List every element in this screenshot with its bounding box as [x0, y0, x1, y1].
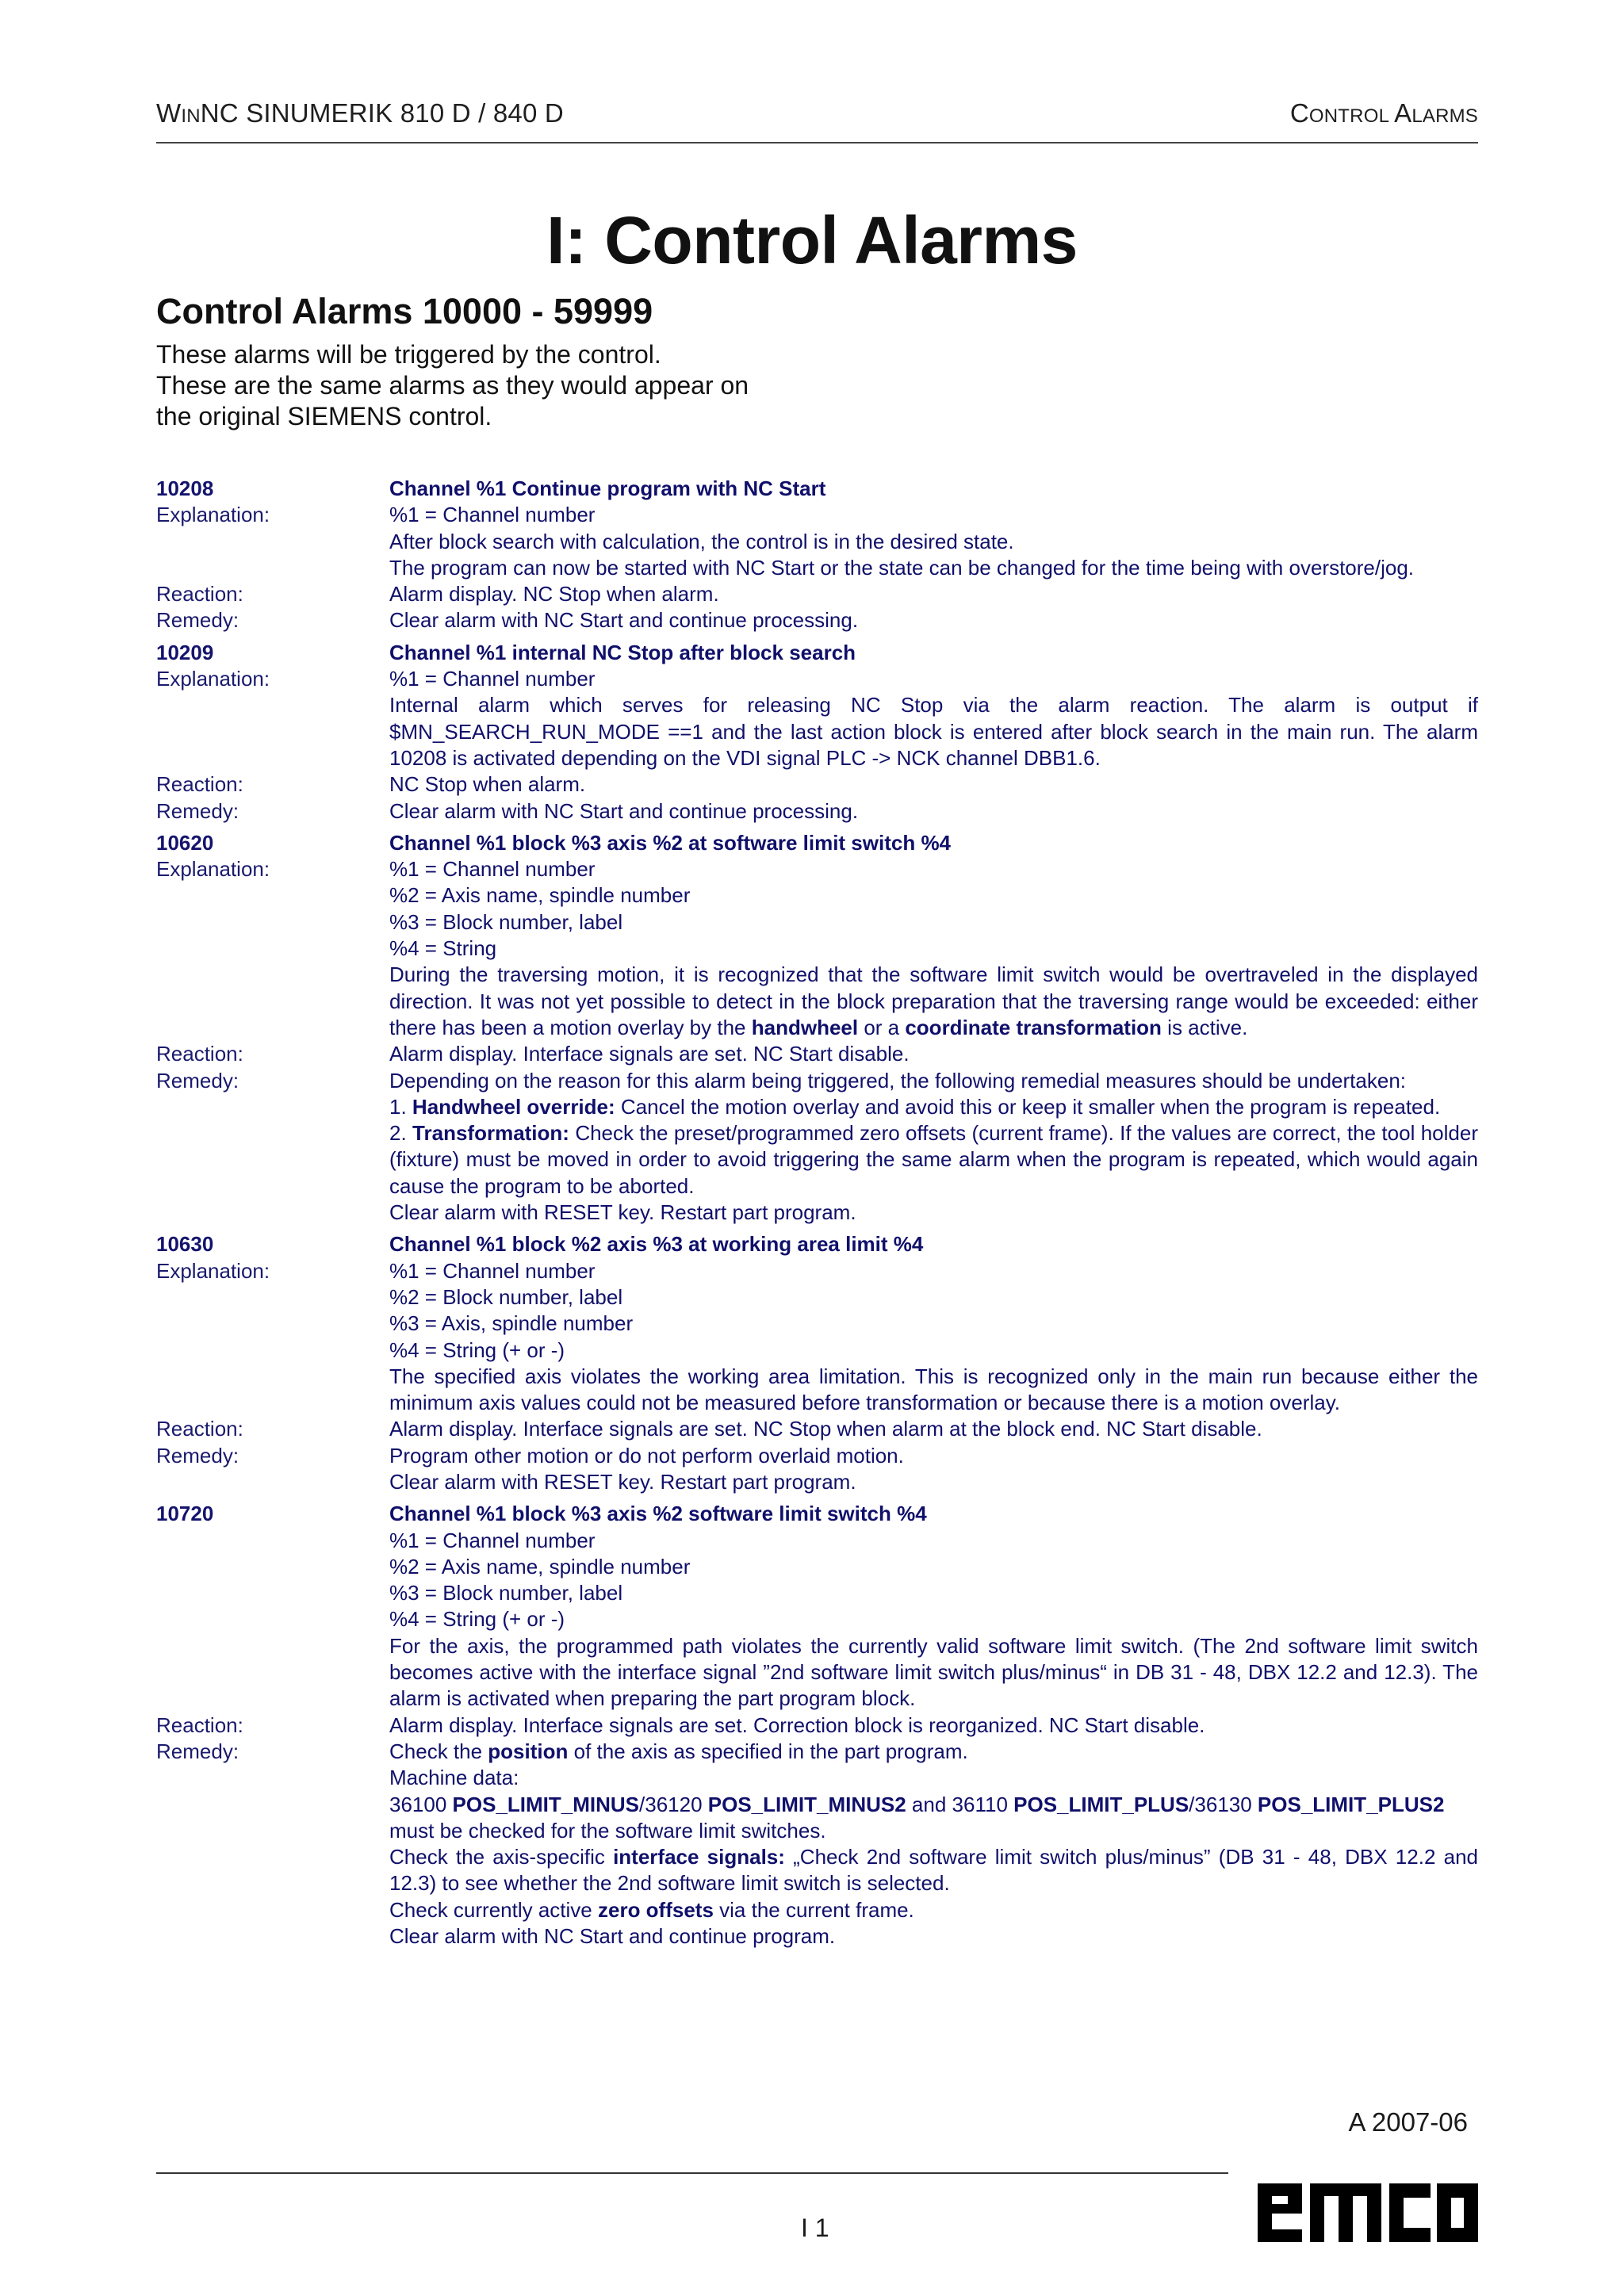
- alarm-number: 10720: [156, 1502, 214, 1526]
- reaction-label: Reaction:: [156, 1417, 243, 1441]
- alarm-number: 10620: [156, 830, 214, 855]
- alarm-explanation: %1 = Channel number %2 = Block number, label %3 = Axis, spindle number %4 = String (+ or -) The specified axis violates the working area limitation. This is recognized only in the main run because either the minimum axis values could not be measured before transformation or because there is a motion overlay.: [389, 1258, 1478, 1415]
- alarm-title: Channel %1 internal NC Stop after block search: [389, 640, 856, 664]
- remedy-label: Remedy:: [156, 798, 239, 823]
- header-document-title: WINNC SINUMERIK 810 D / 840 D: [156, 98, 564, 128]
- intro-line: These alarms will be triggered by the control.: [156, 340, 661, 369]
- alarm-reaction: Alarm display. Interface signals are set. NC Start disable.: [389, 1042, 910, 1066]
- page-title: I: Control Alarms: [546, 203, 1078, 277]
- alarm-reaction: Alarm display. Interface signals are set. Correction block is reorganized. NC Start disable.: [389, 1712, 1205, 1737]
- footer-divider: [156, 2172, 1228, 2174]
- alarm-title: Channel %1 block %2 axis %3 at working area limit %4: [389, 1232, 924, 1257]
- alarm-remedy: Clear alarm with NC Start and continue processing.: [389, 798, 859, 823]
- emco-logo: [1254, 2174, 1481, 2245]
- reaction-label: Reaction:: [156, 1042, 243, 1066]
- reaction-label: Reaction:: [156, 582, 243, 607]
- header-section-title: CONTROL ALARMS: [1289, 98, 1478, 128]
- reaction-label: Reaction:: [156, 1712, 243, 1737]
- alarm-number: 10208: [156, 476, 214, 500]
- document-version: A 2007-06: [1348, 2107, 1468, 2137]
- alarm-remedy: Depending on the reason for this alarm being triggered, the following remedial measures should be undertaken: 1. Handwheel override: Cancel the motion overlay and avoid this or keep it smaller when the program is repeated. 2. Transformation: Check the preset/programmed zero offsets (current frame). If the values are correct, the tool holder (fixture) must be moved in order to avoid triggering the same alarm when the program is repeated, which would again cause the program to be aborted. Clear alarm with RESET key. Restart part program.: [389, 1068, 1478, 1225]
- remedy-label: Remedy:: [156, 1443, 239, 1468]
- alarm-remedy: Program other motion or do not perform overlaid motion. Clear alarm with RESET key. Restart part program.: [389, 1443, 904, 1494]
- alarm-reaction: NC Stop when alarm.: [389, 772, 586, 797]
- alarm-number: 10209: [156, 640, 214, 664]
- intro-line: the original SIEMENS control.: [156, 402, 492, 430]
- remedy-label: Remedy:: [156, 1068, 239, 1093]
- remedy-label: Remedy:: [156, 608, 239, 633]
- alarm-explanation: %1 = Channel number Internal alarm which serves for releasing NC Stop via the alarm reaction. The alarm is output if $MN_SEARCH_RUN_MODE ==1 and the last action block is entered after block search in the main run. The alarm 10208 is activated depending on the VDI signal PLC -> NCK channel DBB1.6.: [389, 667, 1478, 770]
- alarm-title: Channel %1 block %3 axis %2 software limit switch %4: [389, 1502, 927, 1526]
- alarm-number: 10630: [156, 1232, 214, 1257]
- explanation-label: Explanation:: [156, 667, 270, 691]
- page-number: I 1: [801, 2214, 829, 2242]
- alarm-entry-10209: [156, 640, 1478, 825]
- explanation-label: Explanation:: [156, 1258, 270, 1283]
- alarm-remedy: Check the position of the axis as specified in the part program. Machine data: 36100 POS_LIMIT_MINUS/36120 POS_LIMIT_MINUS2 and 36110 POS_LIMIT_PLUS/36130 POS_LIMIT_PLUS2 must be checked for the software limit switches. Check the axis-specific interface signals: „Check 2nd software limit switch plus/minus” (DB 31 - 48, DBX 12.2 and 12.3) to see whether the 2nd software limit switch is selected. Check currently active zero offsets via the current frame. Clear alarm with NC Start and continue program.: [389, 1739, 1478, 1949]
- alarm-entry-10630: [156, 1231, 1478, 1495]
- remedy-label: Remedy:: [156, 1739, 239, 1763]
- alarm-entry-10720: [156, 1501, 1478, 1950]
- alarm-explanation: %1 = Channel number %2 = Axis name, spindle number %3 = Block number, label %4 = String During the traversing motion, it is recognized that the software limit switch would be overtraveled in the displayed direction. It was not yet possible to detect in the block preparation that the traversing range would be exceeded: either there has been a motion overlay by the handwheel or a coordinate transformation is active.: [389, 857, 1478, 1039]
- explanation-label: Explanation:: [156, 503, 270, 527]
- alarm-reaction: Alarm display. Interface signals are set. NC Stop when alarm at the block end. NC Start disable.: [389, 1417, 1262, 1441]
- alarm-title: Channel %1 block %3 axis %2 at software limit switch %4: [389, 830, 952, 855]
- alarm-reaction: Alarm display. NC Stop when alarm.: [389, 582, 719, 607]
- header-divider: [156, 142, 1478, 144]
- alarm-explanation: %1 = Channel number After block search with calculation, the control is in the desired state. The program can now be started with NC Start or the state can be changed for the time being with overstore/jog.: [389, 503, 1415, 580]
- alarm-entry-10208: [156, 476, 1478, 634]
- alarm-explanation: %1 = Channel number %2 = Axis name, spindle number %3 = Block number, label %4 = String (+ or -) For the axis, the programmed path violates the currently valid software limit switch. (The 2nd software limit switch becomes active with the interface signal ”2nd software limit switch plus/minus“ in DB 31 - 48, DBX 12.2 and 12.3). The alarm is activated when preparing the part program block.: [389, 1528, 1478, 1711]
- alarm-entry-10620: [156, 830, 1478, 1226]
- explanation-label: Explanation:: [156, 857, 270, 882]
- alarm-remedy: Clear alarm with NC Start and continue processing.: [389, 608, 859, 633]
- intro-line: These are the same alarms as they would appear on: [156, 371, 749, 400]
- section-title: Control Alarms 10000 - 59999: [156, 291, 653, 331]
- reaction-label: Reaction:: [156, 772, 243, 797]
- intro-text: [156, 339, 749, 432]
- alarm-list: [156, 476, 1478, 1955]
- alarm-title: Channel %1 Continue program with NC Start: [389, 476, 826, 500]
